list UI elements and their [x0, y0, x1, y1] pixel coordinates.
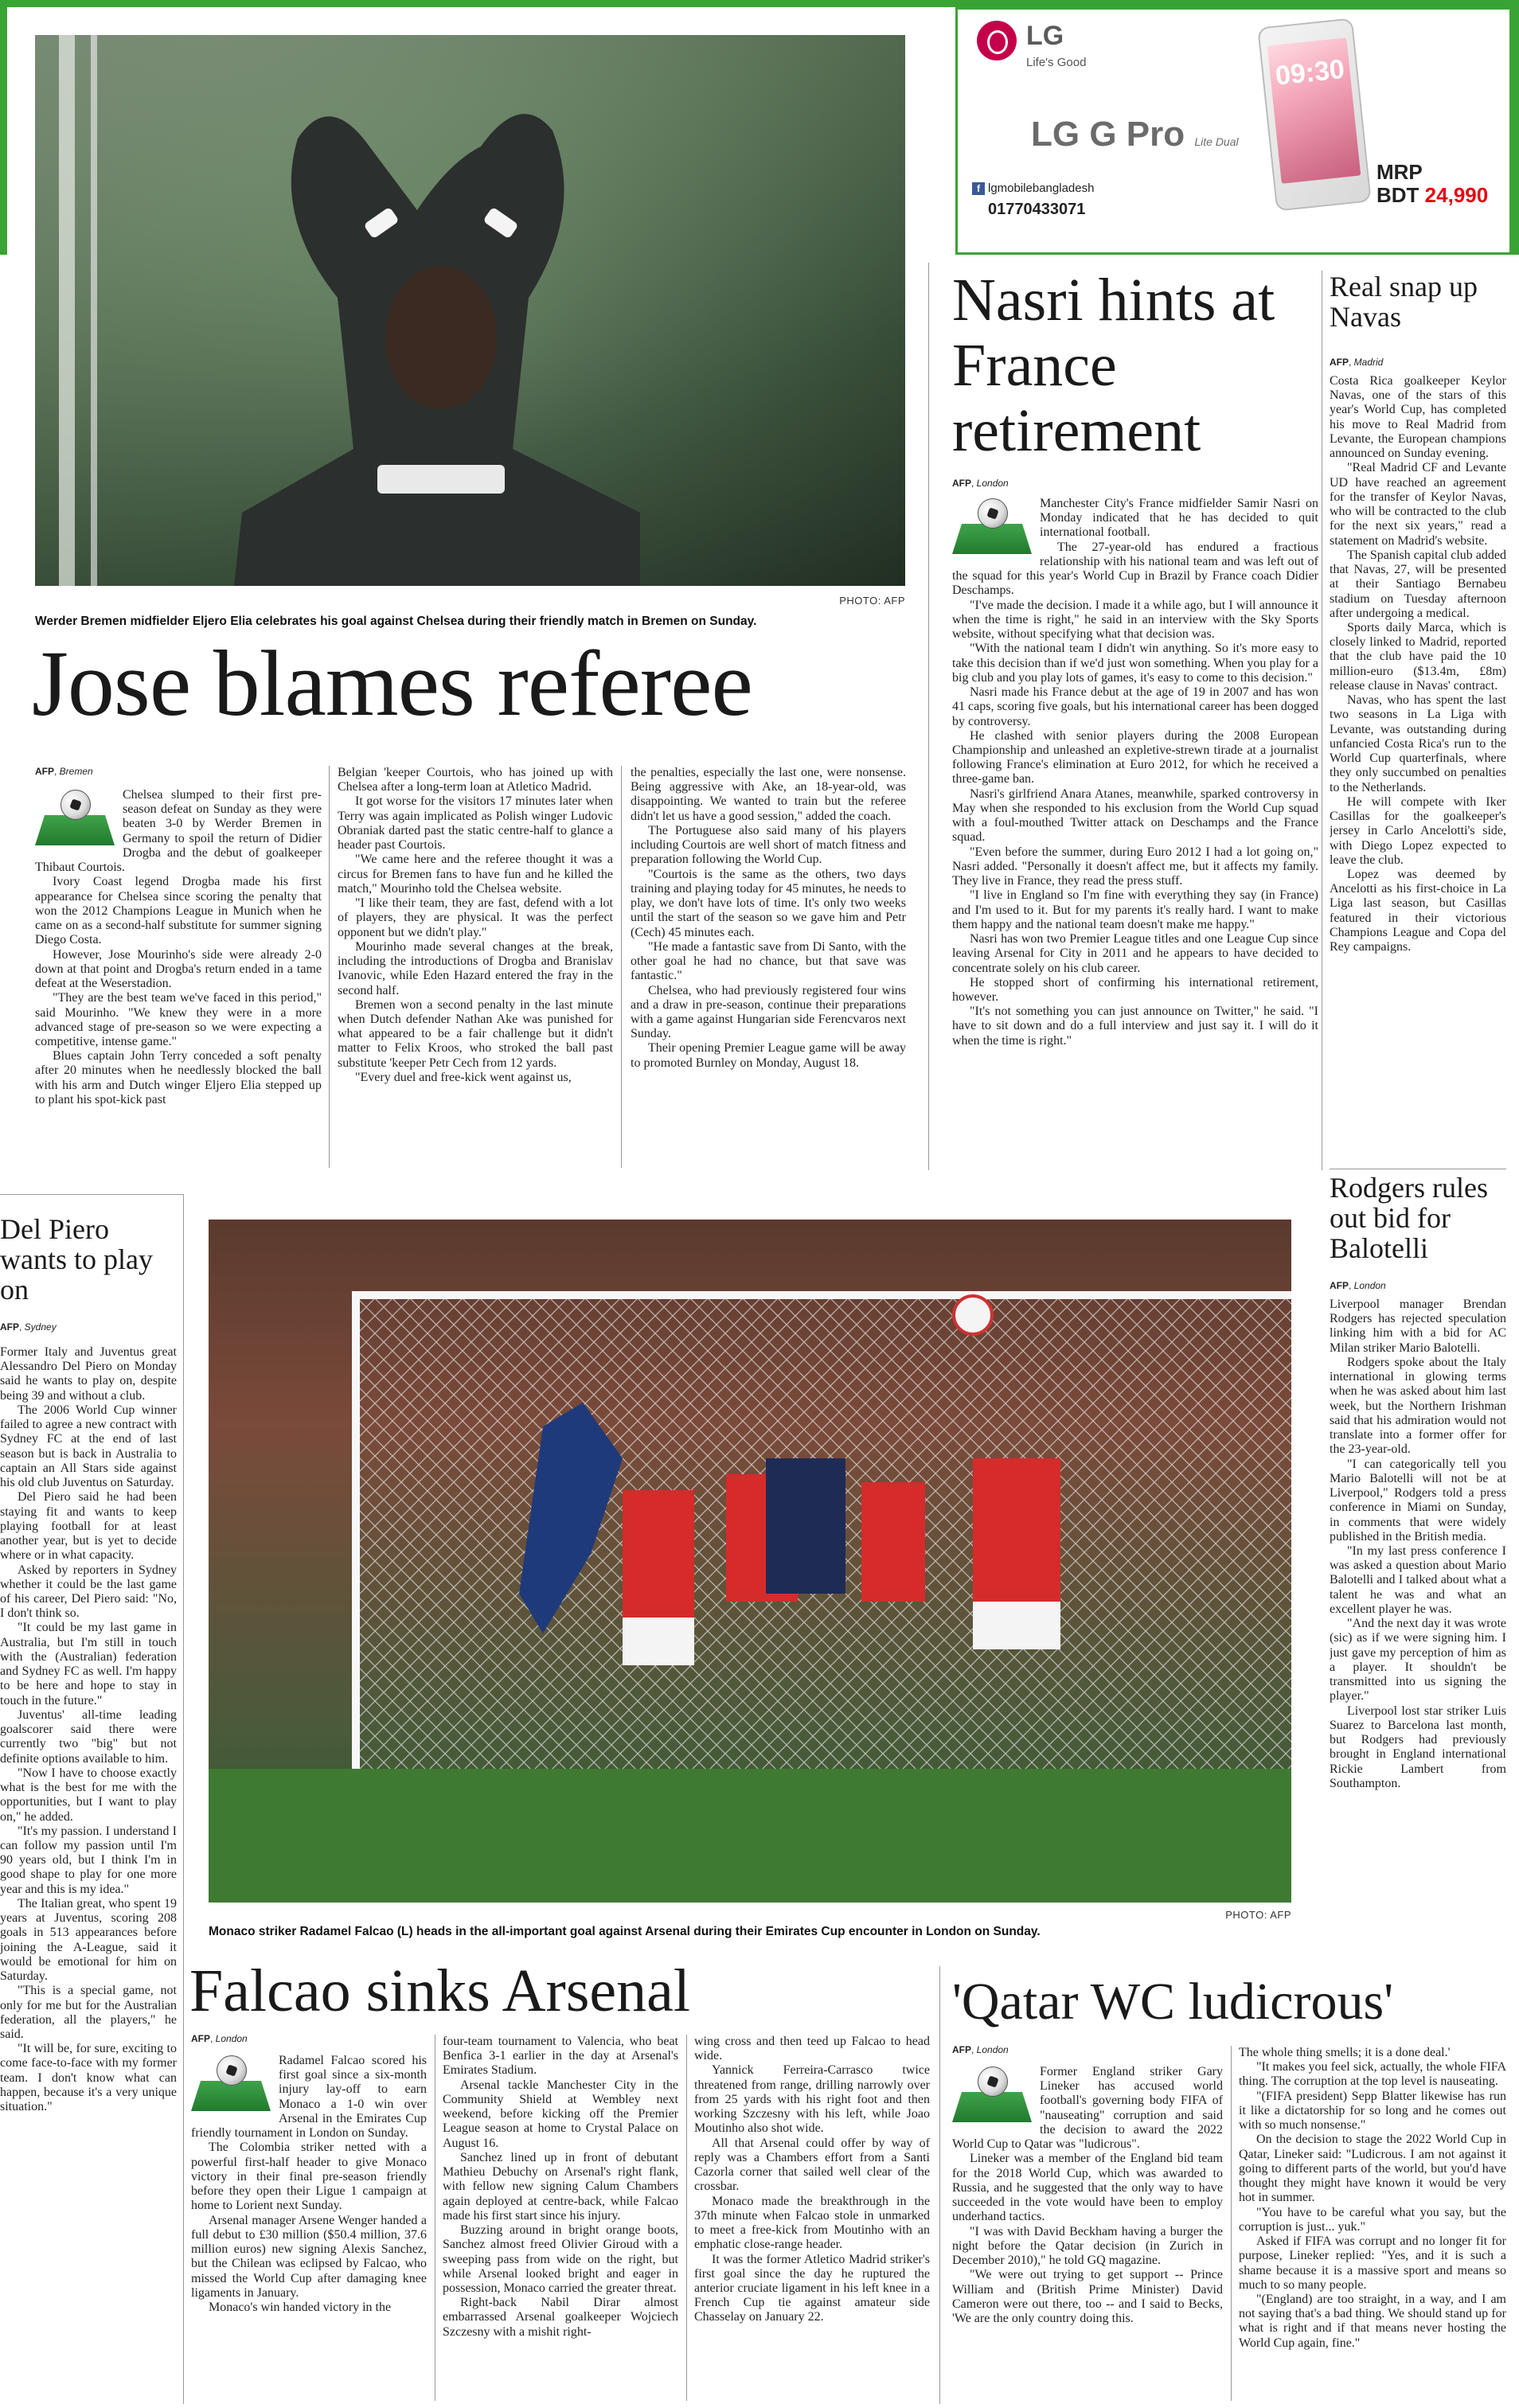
headline-qatar: 'Qatar WC ludicrous' — [952, 1973, 1394, 2031]
facebook-icon: f — [972, 182, 985, 195]
football-icon — [952, 498, 1032, 554]
ad-tagline: Life's Good — [1026, 56, 1087, 69]
football-icon — [191, 2055, 271, 2111]
ad-mrp-label: MRP — [1376, 160, 1423, 184]
lg-logo-icon — [977, 21, 1017, 60]
jose-col-2: Belgian 'keeper Courtois, who has joined up with Chelsea after a long-term loan at Atletico Madrid. It got worse for the visitors 17 minutes later when Terry was again implicated as Polish winger Ludovic Obraniak darted past the static centre-half to glance a header past Courtois. "We came here and the referee thought it was a circus for Bremen fans to have fun and he killed the match," Mourinho told the Chelsea website. "I like their team, they are fast, defend with a lot of players, they are physical. It was the perfect opponent but we didn't play." Mourinho made several changes at the break, including the introductions of Drogba and Branislav Ivanovic, while Eden Hazard entered the fray in the second half. Bremen won a second penalty in the last minute when Dutch defender Nathan Ake was punished for what appeared to be a fair challenge but it didn't matter to Felix Kroos, who stroked the ball past substitute 'keeper Petr Cech from 12 yards. "Every duel and free-kick went against us, — [338, 766, 613, 1084]
falcao-col-1: Radamel Falcao scored his first goal since a six-month injury lay-off to earn Monaco a 1-0 win over Arsenal in the Emirates Cup friendly tournament in London on Sunday. The Colombia striker netted with a powerful first-half header to give Monaco victory in their final pre-season friendly before they open their Ligue 1 campaign at home to Lorient next Sunday. Arsenal manager Arsene Wenger handed a full debut to £30 million ($50.4 million, 37.6 million euros) new signing Alexis Sanchez, but the Chilean was eclipsed by Falcao, who missed the World Cup after damaging knee ligaments in January. Monaco's win handed victory in the — [191, 2054, 427, 2314]
headline-jose: Jose blames referee — [32, 631, 752, 736]
ad-phone-number: 01770433071 — [988, 201, 1086, 218]
right-border — [1512, 0, 1519, 255]
byline-rodgers: AFP, London — [1330, 1280, 1386, 1291]
ad-price-value: 24,990 — [1424, 182, 1489, 207]
headline-navas: Real snap up Navas — [1330, 271, 1478, 333]
ad-product-name: LG G Pro — [1031, 115, 1185, 154]
arsenal-photo — [209, 1220, 1291, 1903]
photo-caption-arsenal: Monaco striker Radamel Falcao (L) heads in the all-important goal against Arsenal during their Emirates Cup encounter in London on Sunday. — [209, 1925, 1041, 1938]
photo-credit: PHOTO: AFP — [839, 595, 905, 607]
byline-qatar: AFP, London — [952, 2044, 1009, 2055]
photo-caption: Werder Bremen midfielder Eljero Elia celebrates his goal against Chelsea during their friendly match in Bremen on Sunday. — [35, 615, 757, 628]
bremen-photo — [35, 35, 905, 586]
ad-facebook[interactable] — [972, 181, 1094, 195]
byline-delpiero: AFP, Sydney — [0, 1321, 57, 1333]
byline-falcao: AFP, London — [191, 2033, 248, 2044]
ad-product — [1031, 115, 1239, 154]
headline-rodgers: Rodgers rules out bid for Balotelli — [1330, 1172, 1488, 1264]
left-border — [0, 0, 7, 255]
byline-nasri: AFP, London — [952, 478, 1009, 489]
ad-product-suffix: Lite Dual — [1194, 135, 1239, 148]
navas-body: Costa Rica goalkeeper Keylor Navas, one of the stars of this year's World Cup, has completed his move to Real Madrid from Levante, the European champions announced on Sunday evening. "Real Madrid CF and Levante UD have reached an agreement for the transfer of Keylor Navas, who will be contracted to the club for the next six years," read a statement on Madrid's website. The Spanish capital club added that Navas, 27, will be presented at their Santiago Bernabeu stadium on Tuesday afternoon after undergoing a medical. Sports daily Marca, which is closely linked to Madrid, reported that the club have paid the 10 million-euro ($13.4m, £8m) release clause in Navas' contract. Navas, who has spent the last two seasons in La Liga with Levante, was outstanding during unfancied Costa Rica's run to the World Cup quarterfinals, where they only succumbed on penalties to the Netherlands. He will compete with Iker Casillas for the goalkeeper's jersey in Carlo Ancelotti's side, with Diego Lopez expected to leave the club. Lopez was deemed by Ancelotti as his first-choice in La Liga last season, but Casillas featured in their victorious Champions League and Copa del Rey campaigns. — [1330, 374, 1506, 954]
delpiero-body: Former Italy and Juventus great Alessandro Del Piero on Monday said he wants to play on, despite being 39 and without a club. The 2006 World Cup winner failed to agree a new contract with Sydney FC at the end of last season but is back in Australia to captain an All Stars side against his old club Juventus on Saturday. Del Piero said he had been staying fit and wants to keep playing football for at least another year, but is yet to decide where or in what capacity. Asked by reporters in Sydney whether it could be the last game of his career, Del Piero said: "No, I don't think so. "It could be my last game in Australia, but I'm still in touch with the (Australian) federation and Sydney FC as well. I'm happy to be here and hope to stay in touch in the future." Juventus' all-time leading goalscorer said there were currently two "big" but not definite options available to him. "Now I have to choose exactly what is the best for me with the opportunities, but I want to play on," he added. "It's my passion. I understand I can follow my passion until I'm 90 years old, but I think I'm in good shape to play for one more year and this is my idea." The Italian great, who spent 19 years at Juventus, scoring 208 goals in 513 appearances before joining the A-League, said it would be emotional for him on Saturday. "This is a special game, not only for me but for the Australian federation, all the players," he said. "It will be, for sure, exciting to come face-to-face with my former team. I don't know what can happen, because it's a very unique situation." — [0, 1345, 177, 2114]
nasri-body: Manchester City's France midfielder Samir Nasri on Monday indicated that he has decided to quit international football. The 27-year-old has endured a fractious relationship with his national team and was left out of the squad for this year's World Cup in Brazil by France coach Didier Deschamps. "I've made the decision. I made it a while ago, but I will announce it when the time is right," he said in an interview with the Sky Sports website, without specifying what that decision was. "With the national team I didn't win anything. So it's more easy to take this decision than if we'd just won something. When you play for a big club and you play lots of games, it's easy to come to this decision." Nasri made his France debut at the age of 19 in 2007 and has won 41 caps, scoring five goals, but his international career has been dogged by controversy. He clashed with senior players during the 2008 European Championship and unleashed an expletive-strewn tirade at a journalist following France's elimination at Euro 2012, for which he received a three-game ban. Nasri's girlfriend Anara Atanes, meanwhile, sparked controversy in May when she responded to his exclusion from the World Cup squad with a foul-mouthed Twitter attack on Deschamps and the France squad. "Even before the summer, during Euro 2012 I had a lot going on," Nasri added. "Personally it doesn't affect me, but it affects my family. They live in France, they read the press stuff. "I live in England so I'm fine with everything they say (in France) and I'm used to it. But for my parents it's really hard. I want to make them happy and the national team doesn't make me happy." Nasri has won two Premier League titles and one League Cup since leaving Arsenal for City in 2011 and he appears to have decided to concentrate solely on his club career. He stopped short of confirming his international retirement, however. "It's not something you can just announce on Twitter," he said. "I have to sit down and do a full interview and just say it. I will do it when the time is right." — [952, 497, 1318, 1048]
ad-currency: BDT — [1376, 182, 1419, 207]
lg-advertisement[interactable] — [955, 7, 1512, 255]
rodgers-body: Liverpool manager Brendan Rodgers has rejected speculation linking him with a bid for AC Milan striker Mario Balotelli. Rodgers spoke about the Italy international in glowing terms when he was asked about him last week, but the Northern Irishman said that his admiration would not translate into a former offer for the 23-year-old. "I can categorically tell you Mario Balotelli will not be at Liverpool," Rodgers told a press conference in Miami on Sunday, in comments that were widely published in the British media. "In my last press conference I was asked a question about Mario Balotelli and I talked about what a talent he was and what an excellent player he was. "And the next day it was wrote (sic) as if we were signing him. I just gave my perception of him as a player. It shouldn't be transmitted into us signing the player." Liverpool lost star striker Luis Suarez to Barcelona last month, but Rodgers had previously brought in England international Rickie Lambert from Southampton. — [1330, 1298, 1506, 1790]
football-icon — [35, 790, 115, 845]
ad-facebook-text: lgmobilebangladesh — [988, 181, 1095, 195]
qatar-col-2: The whole thing smells; it is a done deal.' "It makes you feel sick, actually, the whole FIFA thing. The corruption at the top level is nauseating. "(FIFA president) Sepp Blatter likewise has run it like a dictatorship for so long and he comes out with so much nonsense." On the decision to stage the 2022 World Cup in Qatar, Lineker said: "Ludicrous. I am not against it going to different parts of the world, but you'd have thought they might have known it would be very hot in summer. "You have to be careful what you say, but the corruption is just... yuk." Asked if FIFA was corrupt and no longer fit for purpose, Lineker replied: "Yes, and it is such a shame because it is a massive sport and means so much to so many people. "(England) are too straight, in a way, and I am not saying that's a bad thing. We should stand up for what is right and if that means never hosting the World Cup again, fine." — [1239, 2046, 1506, 2350]
headline-nasri: Nasri hints at France retirement — [952, 267, 1275, 465]
falcao-col-3: wing cross and then teed up Falcao to head wide. Yannick Ferreira-Carrasco twice threatened from range, drilling narrowly over from 25 yards with his right foot and then working Szczesny with his left, while Joao Moutinho also shot wide. All that Arsenal could offer by way of reply was a Chambers effort from a Santi Cazorla corner that sailed well clear of the crossbar. Monaco made the breakthrough in the 37th minute when Falcao stole in unmarked to meet a free-kick from Moutinho with an emphatic close-range header. It was the former Atletico Madrid striker's first goal since the day he ruptured the anterior cruciate ligament in his left knee in a French Cup tie against amateur side Chasselay on January 22. — [694, 2035, 930, 2324]
top-border — [0, 0, 1519, 7]
byline-jose: AFP, Bremen — [35, 766, 93, 777]
jose-col-1: Chelsea slumped to their first pre-season defeat on Sunday as they were beaten 3-0 by Werder Bremen in Germany to spoil the return of Didier Drogba and the debut of goalkeeper Thibaut Courtois. Ivory Coast legend Drogba made his first appearance for Chelsea since scoring the penalty that won the 2012 Champions League in Munich when he came on as a second-half substitute for summer signing Diego Costa. However, Jose Mourinho's side were already 2-0 down at that point and Drogba's return ended in a tame defeat at the Weserstadion. "They are the best team we've faced in this period," said Mourinho. "We knew they were in a more advanced stage of pre-season so we were expecting a competitive, intense game." Blues captain John Terry conceded a soft penalty after 20 minutes when he needlessly blocked the ball with his arm and Dutch winger Eljero Elia stepped up to plant his spot-kick past — [35, 788, 322, 1106]
headline-falcao: Falcao sinks Arsenal — [189, 1957, 691, 2024]
photo-credit-arsenal: PHOTO: AFP — [1225, 1909, 1291, 1921]
goal-net-icon — [209, 1220, 1291, 1903]
player-silhouette-icon — [35, 35, 905, 586]
qatar-col-1: Former England striker Gary Lineker has accused world football's governing body FIFA of "nauseating" corruption and said the decision to award the 2022 World Cup to Qatar was "ludicrous". Lineker was a member of the England bid team for the 2018 World Cup, which was awarded to Russia, and he suggested that the only way to have succeeded in the vote would have been to employ underhand tactics. "I was with David Beckham having a burger the night before the Qatar decision (in Zurich in December 2010)," he told GQ magazine. "We were out trying to get support -- Prince William and (British Prime Minister) David Cameron were out there, too -- and I said to Becks, 'We are the only country doing this. — [952, 2065, 1223, 2325]
jose-col-3: the penalties, especially the last one, were nonsense. Being aggressive with Ake, an 18-year-old, was disappointing. We wanted to train but the referee didn't let us have a good session," added the coach. The Portuguese also said many of his players including Courtois are well short of match fitness and preparation following the World Cup. "Courtois is the same as the others, two days training and playing today for 45 minutes, he needs to play, we don't have lots of time. It's only two weeks until the start of the season so we gave him and Petr (Cech) 45 minutes each. "He made a fantastic save from Di Santo, with the other goal he had no chance, but that save was fantastic." Chelsea, who had previously registered four wins and a draw in pre-season, continue their preparations with a game against Hungarian side Ferencvaros next Sunday. Their opening Premier League game will be away to promoted Burnley on Monday, August 18. — [631, 766, 906, 1070]
football-icon — [952, 2067, 1032, 2122]
football-icon — [954, 1296, 992, 1334]
phone-image — [1257, 18, 1372, 211]
falcao-col-2: four-team tournament to Valencia, who beat Benfica 3-1 earlier in the day at Arsenal's Emirates Stadium. Arsenal tackle Manchester City in the Community Shield at Wembley next weekend, before kicking off the Premier League season at home to Crystal Palace on August 16. Sanchez lined up in front of debutant Mathieu Debuchy on Arsenal's right flank, with fellow new signing Calum Chambers again deployed at centre-back, while Falcao made his first start since his injury. Buzzing around in bright orange boots, Sanchez almost freed Olivier Giroud with a sweeping pass from wide on the right, but while Arsenal looked bright and eager in possession, Monaco carried the greater threat. Right-back Nabil Dirar almost embarrassed Arsenal goalkeeper Wojciech Szczesny with a mishit right- — [443, 2035, 678, 2339]
byline-navas: AFP, Madrid — [1330, 357, 1384, 368]
phone-clock: 09:30 — [1274, 53, 1346, 92]
ad-price — [1376, 161, 1488, 206]
ad-brand: LG — [1026, 21, 1064, 51]
headline-delpiero: Del Piero wants to play on — [0, 1213, 153, 1305]
